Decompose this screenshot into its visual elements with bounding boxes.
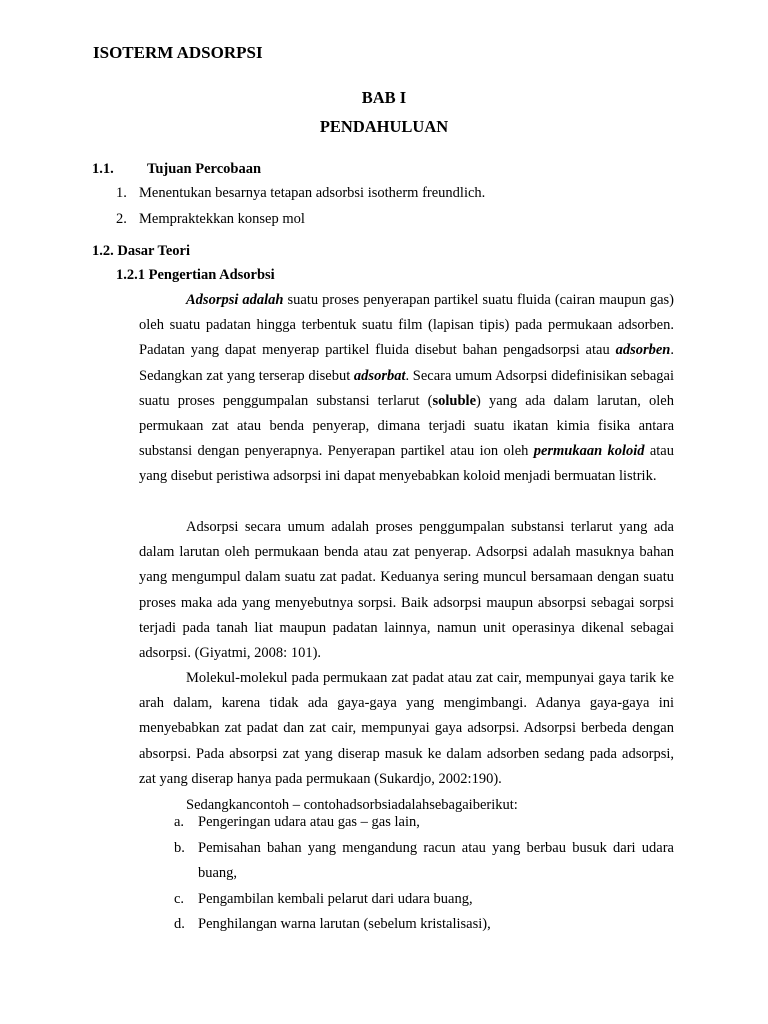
objective-item-text: Menentukan besarnya tetapan adsorbsi isotherm freundlich.: [139, 185, 486, 201]
list-item-text: Pemisahan bahan yang mengandung racun atau yang berbau busuk dari udara buang,: [198, 840, 674, 882]
examples-list: [174, 810, 674, 937]
list-item-text: Penghilangan warna larutan (sebelum kristalisasi),: [198, 915, 491, 932]
list-item-marker: a.: [174, 814, 185, 830]
objective-item-number: 2.: [116, 211, 127, 227]
objective-item: [116, 185, 485, 202]
term-adsorpsi-adalah: Adsorpsi adalah: [186, 292, 284, 308]
objective-item: [116, 211, 305, 228]
list-item-text: Pengeringan udara atau gas – gas lain,: [198, 814, 420, 830]
section-1-1-title: Tujuan Percobaan: [147, 161, 262, 177]
objective-item-number: 1.: [116, 185, 127, 201]
section-1-2-heading: 1.2. Dasar Teori: [92, 243, 191, 259]
chapter-title: PENDAHULUAN: [319, 117, 449, 136]
document-title: ISOTERM ADSORPSI: [93, 43, 263, 62]
paragraph-adsorption-general: Adsorpsi secara umum adalah proses penggumpalan substansi terlarut yang ada dalam larutan oleh permukaan benda atau zat penyerap. Adsorpsi adalah masuknya bahan yang mengumpul dalam suatu zat padat. Keduanya sering muncul bersamaan dengan suatu proses maka ada yang menyebutnya sorpsi. Baik adsorpsi maupun absorpsi sebagai sorpsi terjadi pada tanah liat maupun padatan lainnya, namun unit operasinya dikenal sebagai adsorpsi. (Giyatmi, 2008: 101).: [139, 519, 674, 662]
list-item-marker: b.: [174, 840, 185, 857]
list-item: [174, 887, 674, 912]
term-permukaan-koloid: permukaan koloid: [533, 443, 645, 460]
term-adsorben: adsorben: [615, 342, 671, 359]
objective-item-text: Mempraktekkan konsep mol: [139, 211, 305, 227]
chapter-number: BAB I: [361, 88, 407, 107]
list-item: [174, 836, 674, 886]
section-1-1-number: 1.1.: [92, 161, 114, 177]
section-1-2-1-heading: 1.2.1 Pengertian Adsorbsi: [116, 267, 275, 283]
list-item-marker: c.: [174, 890, 185, 907]
term-soluble: soluble: [432, 392, 476, 409]
list-item: [174, 810, 674, 835]
paragraph-molecular-forces: Molekul-molekul pada permukaan zat padat atau zat cair, mempunyai gaya tarik ke arah dalam, karena tidak ada gaya-gaya yang mengimbangi. Adanya gaya-gaya ini menyebabkan zat padat dan zat cair, mempunyai gaya adsorpsi. Adsorpsi berbeda dengan absorpsi. Pada absorpsi zat yang diserap masuk ke dalam adsorben sedang pada adsorpsi, zat yang diserap hanya pada permukaan (Sukardjo, 2002:190).: [139, 670, 674, 787]
list-item-text: Pengambilan kembali pelarut dari udara buang,: [198, 890, 473, 907]
term-adsorbat: adsorbat: [353, 367, 406, 384]
paragraph-adsorption-definition: Adsorpsi adalah suatu proses penyerapan partikel suatu fluida (cairan maupun gas) oleh suatu padatan hingga terbentuk suatu film (lapisan tipis) pada permukaan adsorben. Padatan yang dapat menyerap partikel fluida disebut bahan pengadsorpsi atau adsorben. Sedangkan zat yang terserap disebut adsorbat. Secara umum Adsorpsi didefinisikan sebagai suatu proses penggumpalan substansi terlarut (soluble) yang ada dalam larutan, oleh permukaan zat atau benda penyerap, dimana terjadi suatu ikatan kimia fisika antara substansi dengan penyerapnya. Penyerapan partikel atau ion oleh permukaan koloid atau yang disebut peristiwa adsorpsi ini dapat menyebabkan koloid menjadi bermuatan listrik.: [139, 292, 674, 485]
list-item: [174, 912, 674, 937]
list-item-marker: d.: [174, 915, 185, 932]
examples-intro: Sedangkancontoh – contohadsorbsiadalahsebagaiberikut:: [186, 797, 518, 813]
